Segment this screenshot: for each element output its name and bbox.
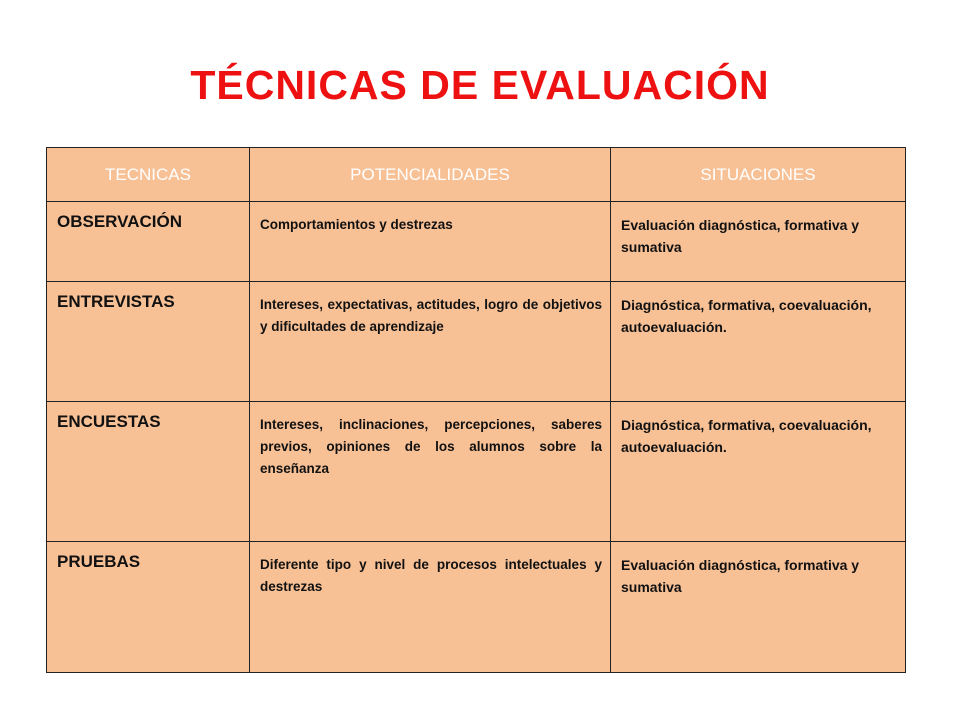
table-row — [47, 202, 906, 282]
techniques-table — [46, 147, 906, 673]
cell-potencialidades: Diferente tipo y nivel de procesos intelectuales y destrezas — [250, 542, 611, 673]
cell-tecnica: ENTREVISTAS — [47, 282, 250, 402]
cell-potencialidades: Intereses, expectativas, actitudes, logro de objetivos y dificultades de aprendizaje — [250, 282, 611, 402]
header-tecnicas: TECNICAS — [47, 148, 250, 202]
cell-tecnica: PRUEBAS — [47, 542, 250, 673]
cell-situaciones: Diagnóstica, formativa, coevaluación, autoevaluación. — [611, 282, 906, 402]
header-potencialidades: POTENCIALIDADES — [250, 148, 611, 202]
cell-tecnica: OBSERVACIÓN — [47, 202, 250, 282]
page-title: TÉCNICAS DE EVALUACIÓN — [190, 62, 770, 108]
header-situaciones: SITUACIONES — [611, 148, 906, 202]
table-row — [47, 402, 906, 542]
cell-situaciones: Evaluación diagnóstica, formativa y sumativa — [611, 542, 906, 673]
cell-situaciones: Diagnóstica, formativa, coevaluación, autoevaluación. — [611, 402, 906, 542]
cell-potencialidades: Intereses, inclinaciones, percepciones, saberes previos, opiniones de los alumnos sobre la enseñanza — [250, 402, 611, 542]
cell-situaciones: Evaluación diagnóstica, formativa y sumativa — [611, 202, 906, 282]
cell-tecnica: ENCUESTAS — [47, 402, 250, 542]
table-row — [47, 282, 906, 402]
table-header-row — [47, 148, 906, 202]
table-row — [47, 542, 906, 673]
cell-potencialidades: Comportamientos y destrezas — [250, 202, 611, 282]
